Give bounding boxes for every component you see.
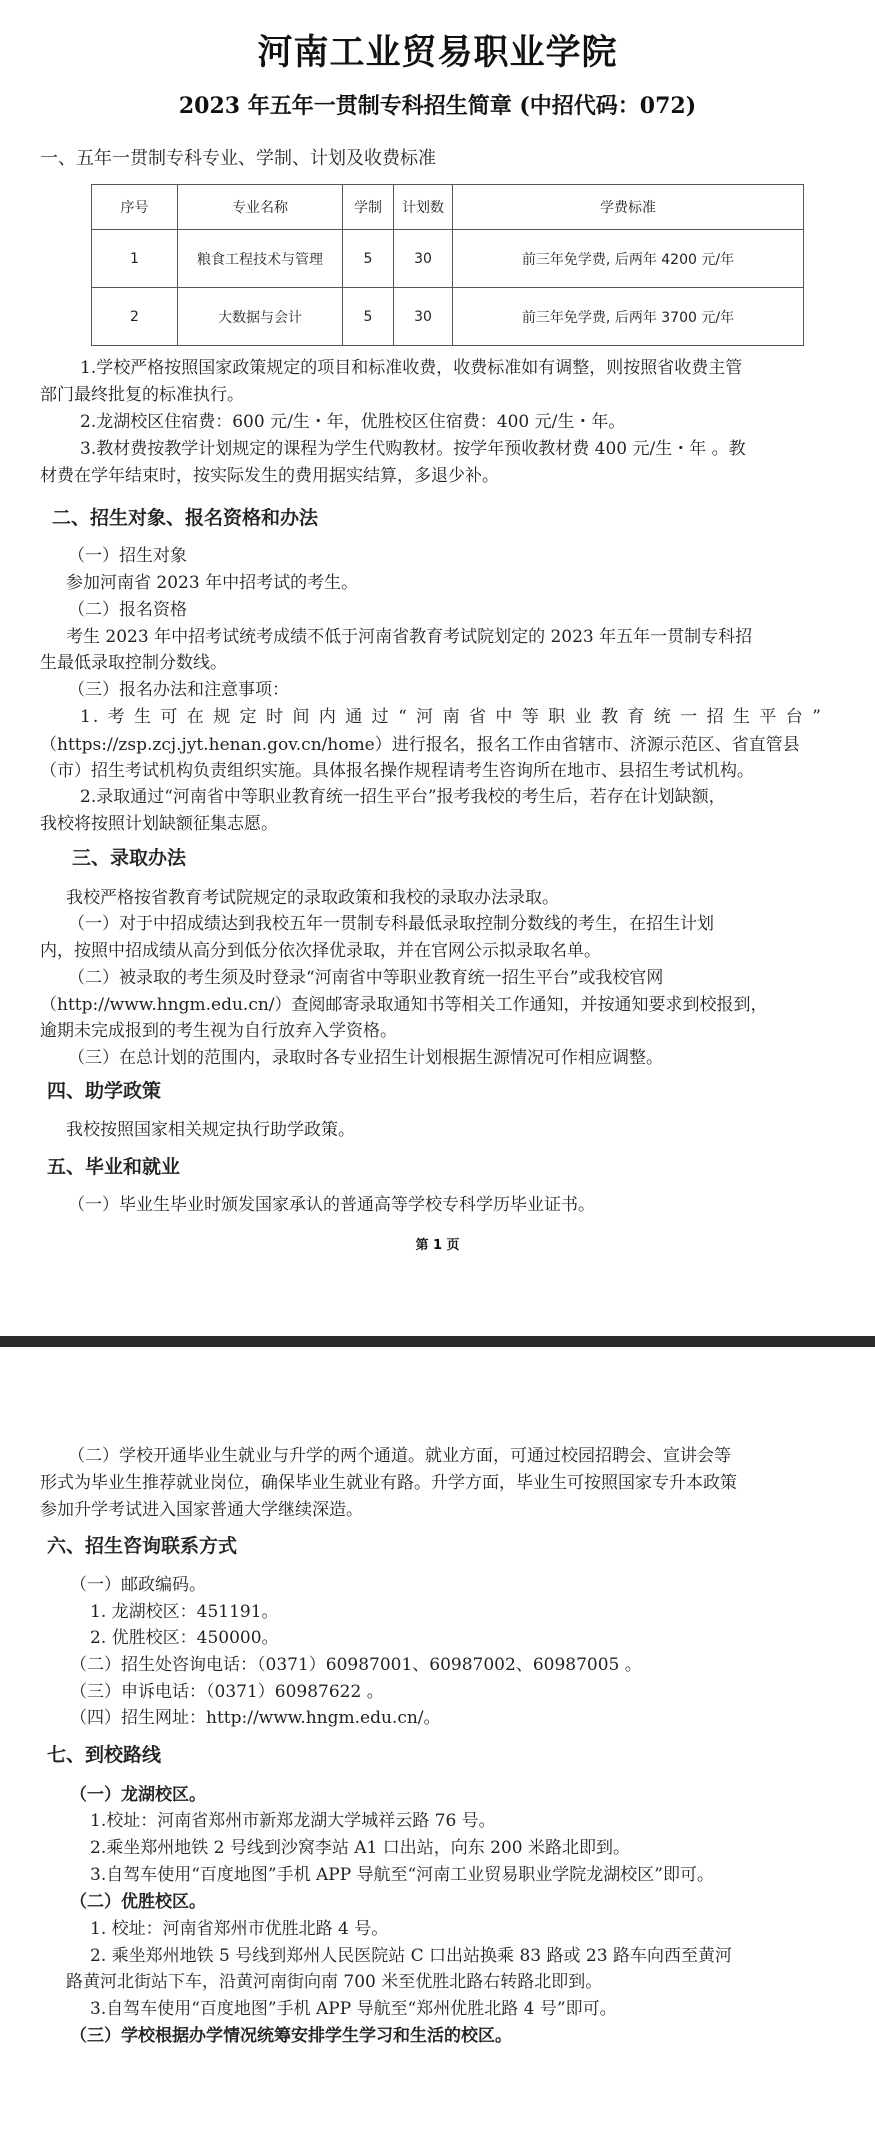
section-7-heading: 七、到校路线 [47, 1744, 162, 1766]
contact-line: （四）招生网址：http://www.hngm.edu.cn/。 [70, 1708, 441, 1728]
section-1-heading: 一、五年一贯制专科专业、学制、计划及收费标准 [40, 148, 436, 169]
column-header: 计划数 [394, 185, 453, 230]
table-cell: 5 [343, 288, 394, 346]
table-cell: 1 [92, 230, 178, 288]
section-3-line: 我校严格按省教育考试院规定的录取政策和我校的录取办法录取。 [66, 888, 559, 908]
contact-line: （三）申诉电话：（0371）60987622 。 [70, 1682, 384, 1702]
fee-note-2: 2.龙湖校区住宿费：600 元/生・年，优胜校区住宿费：400 元/生・年。 [80, 412, 626, 432]
section-3-line: 逾期未完成报到的考生视为自行放弃入学资格。 [40, 1021, 397, 1041]
section-2-line: 生最低录取控制分数线。 [40, 653, 227, 673]
fee-note-3: 3.教材费按教学计划规定的课程为学生代购教材。按学年预收教材费 400 元/生・年 。教 [80, 439, 746, 459]
fee-table [91, 184, 804, 346]
column-header: 序号 [92, 185, 178, 230]
document-title: 河南工业贸易职业学院 [257, 33, 618, 73]
document-subtitle: 2023 年五年一贯制专科招生简章 (中招代码：072) [178, 93, 697, 119]
table-cell: 前三年免学费, 后两年 4200 元/年 [453, 230, 804, 288]
column-header: 学制 [343, 185, 394, 230]
section-5-line: 形式为毕业生推荐就业岗位，确保毕业生就业有路。升学方面，毕业生可按照国家专升本政策 [40, 1473, 737, 1493]
route-campus-note: （三）学校根据办学情况统筹安排学生学习和生活的校区。 [70, 2026, 512, 2046]
route-campus-heading: （一）龙湖校区。 [70, 1785, 206, 1805]
section-3-heading: 三、录取办法 [72, 847, 187, 869]
contact-line: 1. 龙湖校区：451191。 [90, 1602, 279, 1622]
section-3-line: （http://www.hngm.edu.cn/）查阅邮寄录取通知书等相关工作通知，并按通知要求到校报到， [40, 995, 768, 1015]
column-header: 学费标准 [453, 185, 804, 230]
section-2-line: （二）报名资格 [68, 600, 187, 620]
section-2-line: （三）报名办法和注意事项： [68, 680, 289, 700]
section-2-line: 参加河南省 2023 年中招考试的考生。 [66, 573, 359, 593]
route-line: 1.校址：河南省郑州市新郑龙湖大学城祥云路 76 号。 [90, 1811, 496, 1831]
section-2-line: （市）招生考试机构负责组织实施。具体报名操作规程请考生咨询所在地市、县招生考试机构。 [40, 761, 754, 781]
section-2-line: 我校将按照计划缺额征集志愿。 [40, 814, 278, 834]
section-5-heading: 五、毕业和就业 [47, 1156, 181, 1178]
section-2-line: 2.录取通过“河南省中等职业教育统一招生平台”报考我校的考生后，若存在计划缺额， [80, 787, 726, 807]
table-cell: 粮食工程技术与管理 [178, 230, 343, 288]
route-line: 路黄河北街站下车，沿黄河南街向南 700 米至优胜北路右转路北即到。 [66, 1972, 603, 1992]
contact-line: 2. 优胜校区：450000。 [90, 1628, 279, 1648]
route-line: 2. 乘坐郑州地铁 5 号线到郑州人民医院站 C 口出站换乘 83 路或 23 路车向西至黄河 [90, 1946, 732, 1966]
column-header: 专业名称 [178, 185, 343, 230]
table-row [92, 230, 804, 288]
table-cell: 2 [92, 288, 178, 346]
section-3-line: （三）在总计划的范围内，录取时各专业招生计划根据生源情况可作相应调整。 [68, 1048, 663, 1068]
section-2-heading: 二、招生对象、报名资格和办法 [52, 507, 319, 529]
page-number: 第 1 页 [415, 1238, 460, 1253]
route-line: 2.乘坐郑州地铁 2 号线到沙窝李站 A1 口出站，向东 200 米路北即到。 [90, 1838, 630, 1858]
route-line: 3.自驾车使用“百度地图”手机 APP 导航至“郑州优胜北路 4 号”即可。 [90, 1999, 617, 2019]
section-5-line: （二）学校开通毕业生就业与升学的两个通道。就业方面，可通过校园招聘会、宣讲会等 [68, 1446, 731, 1466]
route-line: 1. 校址：河南省郑州市优胜北路 4 号。 [90, 1919, 389, 1939]
table-cell: 5 [343, 230, 394, 288]
section-3-line: 内，按照中招成绩从高分到低分依次择优录取，并在官网公示拟录取名单。 [40, 941, 601, 961]
contact-line: （一）邮政编码。 [70, 1575, 206, 1595]
section-5-line: （一）毕业生毕业时颁发国家承认的普通高等学校专科学历毕业证书。 [68, 1195, 595, 1215]
contact-line: （二）招生处咨询电话：（0371）60987001、60987002、60987005 。 [70, 1655, 642, 1675]
section-3-line: （二）被录取的考生须及时登录“河南省中等职业教育统一招生平台”或我校官网 [68, 968, 664, 988]
route-line: 3.自驾车使用“百度地图”手机 APP 导航至“河南工业贸易职业学院龙湖校区”即可。 [90, 1865, 714, 1885]
section-4-heading: 四、助学政策 [47, 1080, 162, 1102]
section-2-line: 1. 考 生 可 在 规 定 时 间 内 通 过 “ 河 南 省 中 等 职 业 教 育 统 一 招 生 平 台 ” [80, 707, 823, 727]
section-5-line: 参加升学考试进入国家普通大学继续深造。 [40, 1500, 363, 1520]
table-row [92, 288, 804, 346]
section-2-line: （https://zsp.zcj.jyt.henan.gov.cn/home）进行报名，报名工作由省辖市、济源示范区、省直管县 [40, 735, 800, 755]
fee-note-3-cont: 材费在学年结束时，按实际发生的费用据实结算，多退少补。 [40, 466, 499, 486]
route-campus-heading: （二）优胜校区。 [70, 1892, 206, 1912]
table-cell: 30 [394, 230, 453, 288]
section-4-line: 我校按照国家相关规定执行助学政策。 [66, 1120, 355, 1140]
fee-note-1-cont: 部门最终批复的标准执行。 [40, 385, 244, 405]
section-3-line: （一）对于中招成绩达到我校五年一贯制专科最低录取控制分数线的考生，在招生计划 [68, 914, 714, 934]
table-cell: 前三年免学费, 后两年 3700 元/年 [453, 288, 804, 346]
table-cell: 大数据与会计 [178, 288, 343, 346]
table-header-row [92, 185, 804, 230]
fee-note-1: 1.学校严格按照国家政策规定的项目和标准收费，收费标准如有调整，则按照省收费主管 [80, 358, 743, 378]
page-break-divider [0, 1336, 875, 1347]
section-2-line: 考生 2023 年中招考试统考成绩不低于河南省教育考试院划定的 2023 年五年一贯制专科招 [66, 627, 753, 647]
table-cell: 30 [394, 288, 453, 346]
section-2-line: （一）招生对象 [68, 546, 187, 566]
section-6-heading: 六、招生咨询联系方式 [47, 1535, 238, 1557]
